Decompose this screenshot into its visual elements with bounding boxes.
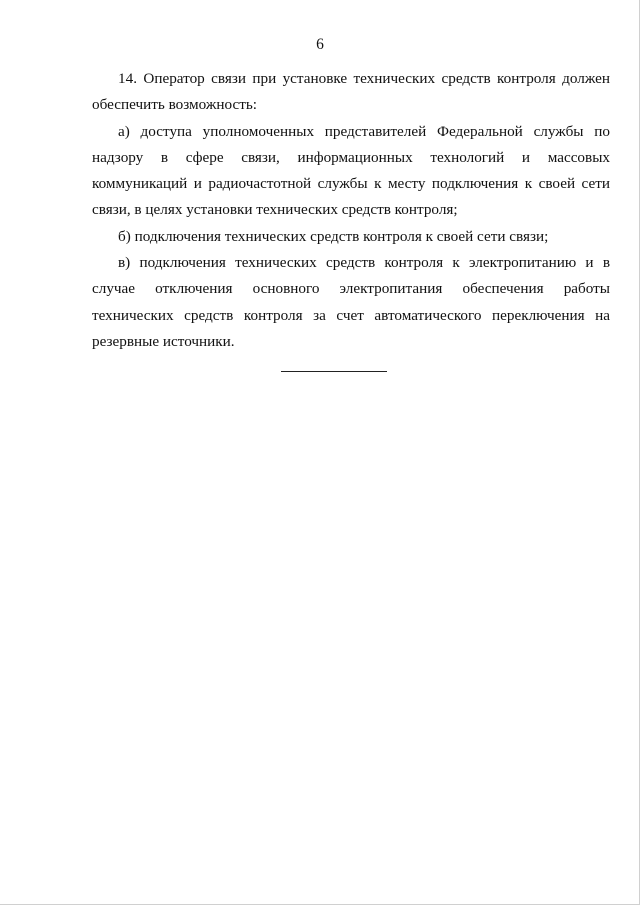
end-separator-line (281, 371, 387, 372)
paragraph-a: а) доступа уполномоченных представителей Федеральной службы по надзору в сфере связи, информационных технологий и массовых коммуникаций и радиочастотной службы к месту подключения к своей сети связи, в целях установки технических средств контроля; (92, 122, 610, 219)
paragraph-b: б) подключения технических средств контроля к своей сети связи; (118, 227, 549, 245)
page-number: 6 (316, 36, 324, 53)
document-body (92, 66, 610, 355)
paragraph-v: в) подключения технических средств контроля к электропитанию и в случае отключения основного электропитания обеспечения работы технических средств контроля за счет автоматического переключения на резервные источники. (92, 254, 610, 350)
paragraph-14: 14. Оператор связи при установке технических средств контроля должен обеспечить возможность: (92, 70, 610, 114)
